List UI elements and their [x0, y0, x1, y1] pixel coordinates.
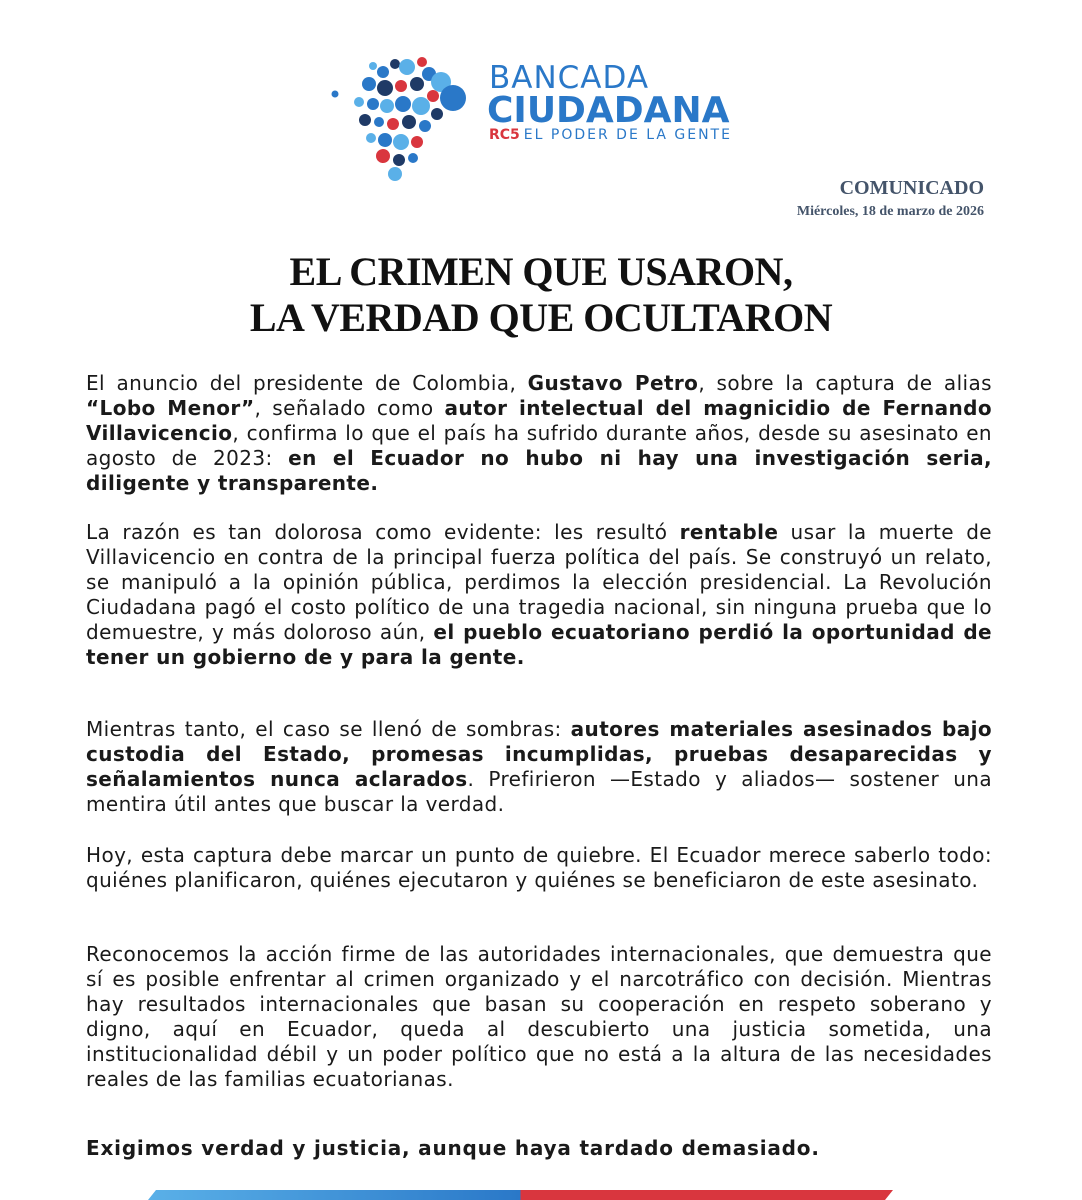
text-run: La razón es tan dolorosa como evidente: les resultó [86, 520, 680, 544]
text-run: usar la muerte de Villavicencio en contra de la principal fuerza política del país. Se construyó un relato, se manipuló a la opinión pública, perdimos la elección presidencial. La Revolución Ciudadana pagó el costo político de una tragedia nacional, sin ninguna prueba que lo demuestre, y más doloroso aún, [86, 520, 993, 644]
bold-text-run: Gustavo Petro [527, 371, 699, 395]
paragraph-2 [86, 520, 992, 670]
bold-text-run: “Lobo Menor” [86, 396, 255, 420]
text-run: , sobre la captura de alias [698, 371, 992, 395]
brand-tagline [489, 127, 732, 143]
bold-text-run: rentable [679, 520, 779, 544]
closing-statement: Exigimos verdad y justicia, aunque haya tardado demasiado. [86, 1136, 820, 1160]
bold-text-run: autor intelectual del magnicidio de Fernando Villavicencio [86, 396, 992, 445]
paragraph-3 [86, 717, 992, 817]
doc-date: Miércoles, 18 de marzo de 2026 [796, 204, 984, 219]
text-run: . Prefirieron —Estado y aliados— sostener una mentira útil antes que buscar la verdad. [86, 767, 993, 816]
page-title-line2: LA VERDAD QUE OCULTARON [249, 295, 833, 340]
doc-type-label: COMUNICADO [839, 177, 984, 199]
brand-tagline-text: EL PODER DE LA GENTE [523, 127, 732, 143]
page-title-line1: EL CRIMEN QUE USARON, [289, 249, 793, 294]
paragraph-4 [86, 843, 992, 893]
text-run: Hoy, esta captura debe marcar un punto de quiebre. El Ecuador merece saberlo todo: quiénes planificaron, quiénes ejecutaron y quiénes se beneficiaron de este asesinato. [86, 843, 992, 892]
text-run: , confirma lo que el país ha sufrido durante años, desde su asesinato en agosto de 2023: [86, 421, 992, 470]
text-run: Reconocemos la acción firme de las autoridades internacionales, que demuestra que sí es posible enfrentar al crimen organizado y el narcotráfico con decisión. Mientras hay resultados internacionales que basan su cooperación en respeto soberano y digno, aquí en Ecuador, queda al descubierto una justicia sometida, una institucionalidad débil y un poder político que no está a la altura de las necesidades reales de las familias ecuatorianas. [86, 942, 992, 1091]
brand-rc5: RC5 [489, 127, 520, 143]
text-run: El anuncio del presidente de Colombia, [86, 371, 528, 395]
paragraph-5 [86, 942, 992, 1092]
brand-name-line1: BANCADA [489, 60, 650, 96]
brand-logo [325, 52, 755, 182]
bold-text-run: el pueblo ecuatoriano perdió la oportunidad de tener un gobierno de y para la gente. [86, 620, 992, 669]
text-run: Mientras tanto, el caso se llenó de sombras: [86, 717, 571, 741]
bold-text-run: en el Ecuador no hubo ni hay una investigación seria, diligente y transparente. [86, 446, 993, 495]
ecuador-dots-map-icon [325, 52, 485, 182]
text-run: , señalado como [254, 396, 445, 420]
paragraph-1 [86, 371, 992, 496]
bold-text-run: autores materiales asesinados bajo custodia del Estado, promesas incumplidas, pruebas desaparecidas y señalamientos nunca aclarados [86, 717, 992, 791]
brand-name-line2: CIUDADANA [487, 90, 730, 131]
footer-brand-bar [148, 1190, 893, 1200]
